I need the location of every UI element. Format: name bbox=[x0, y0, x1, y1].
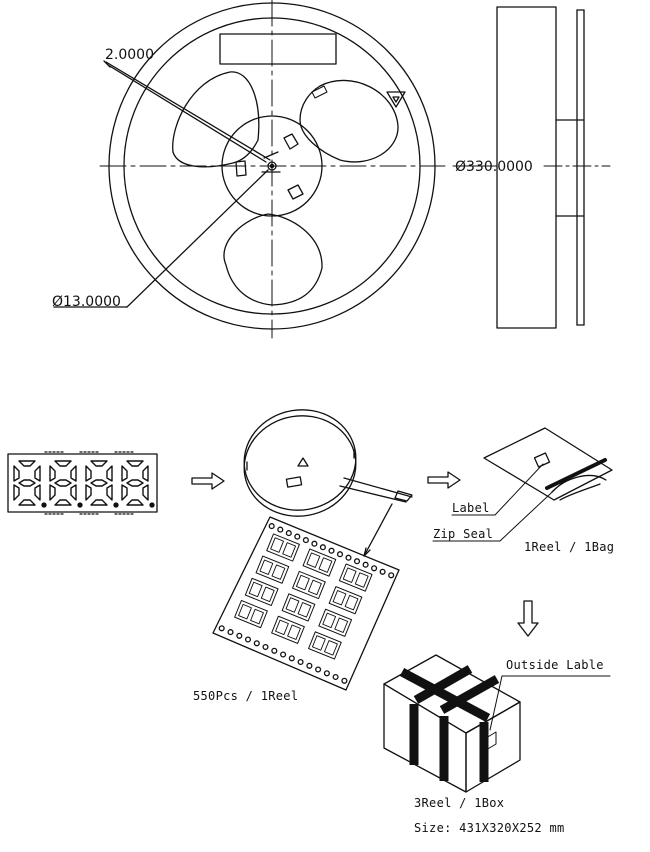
display-module bbox=[8, 452, 157, 514]
sprocket-hole bbox=[286, 531, 291, 536]
sprocket-hole bbox=[321, 545, 326, 550]
sprocket-hole bbox=[329, 548, 334, 553]
decimal-point bbox=[78, 503, 82, 507]
bag-quantity-note: 1Reel / 1Bag bbox=[524, 540, 615, 554]
sprocket-hole bbox=[281, 652, 286, 657]
flow-arrow-down bbox=[518, 601, 538, 636]
flow-arrow-1 bbox=[192, 473, 224, 489]
sprocket-hole bbox=[338, 552, 343, 557]
sprocket-hole bbox=[246, 637, 251, 642]
tape-pocket bbox=[329, 587, 362, 614]
sprocket-hole bbox=[263, 645, 268, 650]
sprocket-hole bbox=[272, 648, 277, 653]
sprocket-hole bbox=[346, 555, 351, 560]
sprocket-hole bbox=[389, 573, 394, 578]
box-size-note: Size: 431X320X252 mm bbox=[414, 821, 565, 835]
shipping-box bbox=[384, 655, 610, 792]
sprocket-hole bbox=[325, 671, 330, 676]
reel-quantity-note: 550Pcs / 1Reel bbox=[193, 689, 299, 703]
sprocket-hole bbox=[316, 667, 321, 672]
sprocket-hole bbox=[355, 559, 360, 564]
sprocket-hole bbox=[307, 663, 312, 668]
tape-pocket bbox=[319, 609, 352, 636]
sprocket-hole bbox=[363, 562, 368, 567]
sprocket-hole bbox=[333, 675, 338, 680]
tape-pocket bbox=[245, 578, 278, 605]
sprocket-hole bbox=[254, 641, 259, 646]
sprocket-hole bbox=[342, 678, 347, 683]
outer-diameter-dimension: Ø330.0000 bbox=[455, 159, 533, 175]
sprocket-hole bbox=[269, 524, 274, 529]
sprocket-hole bbox=[237, 633, 242, 638]
label-callout: Label bbox=[452, 501, 490, 515]
tape-pocket bbox=[272, 616, 305, 643]
sprocket-hole bbox=[295, 534, 300, 539]
sprocket-hole bbox=[289, 656, 294, 661]
tape-pocket bbox=[282, 594, 315, 621]
flow-arrow-2 bbox=[428, 472, 460, 488]
tape-pocket bbox=[267, 534, 300, 561]
sprocket-hole bbox=[278, 527, 283, 532]
arbor-hole-dimension: Ø13.0000 bbox=[52, 294, 121, 310]
zip-seal-callout: Zip Seal bbox=[433, 527, 494, 541]
seven-segment-digit bbox=[122, 461, 148, 505]
sprocket-hole bbox=[372, 566, 377, 571]
sprocket-hole bbox=[298, 660, 303, 665]
tape-pocket bbox=[339, 564, 372, 591]
seven-segment-digit bbox=[50, 461, 76, 505]
sprocket-hole bbox=[380, 569, 385, 574]
outside-label-callout: Outside Lable bbox=[506, 658, 604, 672]
sprocket-hole bbox=[219, 626, 224, 631]
decimal-point bbox=[114, 503, 118, 507]
seven-segment-digit bbox=[14, 461, 40, 505]
sprocket-hole bbox=[312, 541, 317, 546]
tape-pocket bbox=[309, 632, 342, 659]
seven-segment-digit bbox=[86, 461, 112, 505]
decimal-point bbox=[42, 503, 46, 507]
sprocket-hole bbox=[304, 538, 309, 543]
hub-width-dimension: 2.0000 bbox=[105, 47, 154, 63]
tape-pocket bbox=[293, 571, 326, 598]
moisture-bag bbox=[433, 428, 612, 541]
tape-pocket bbox=[235, 601, 268, 628]
decimal-point bbox=[150, 503, 154, 507]
tape-pocket bbox=[256, 556, 289, 583]
sprocket-hole bbox=[228, 630, 233, 635]
box-quantity-note: 3Reel / 1Box bbox=[414, 796, 505, 810]
